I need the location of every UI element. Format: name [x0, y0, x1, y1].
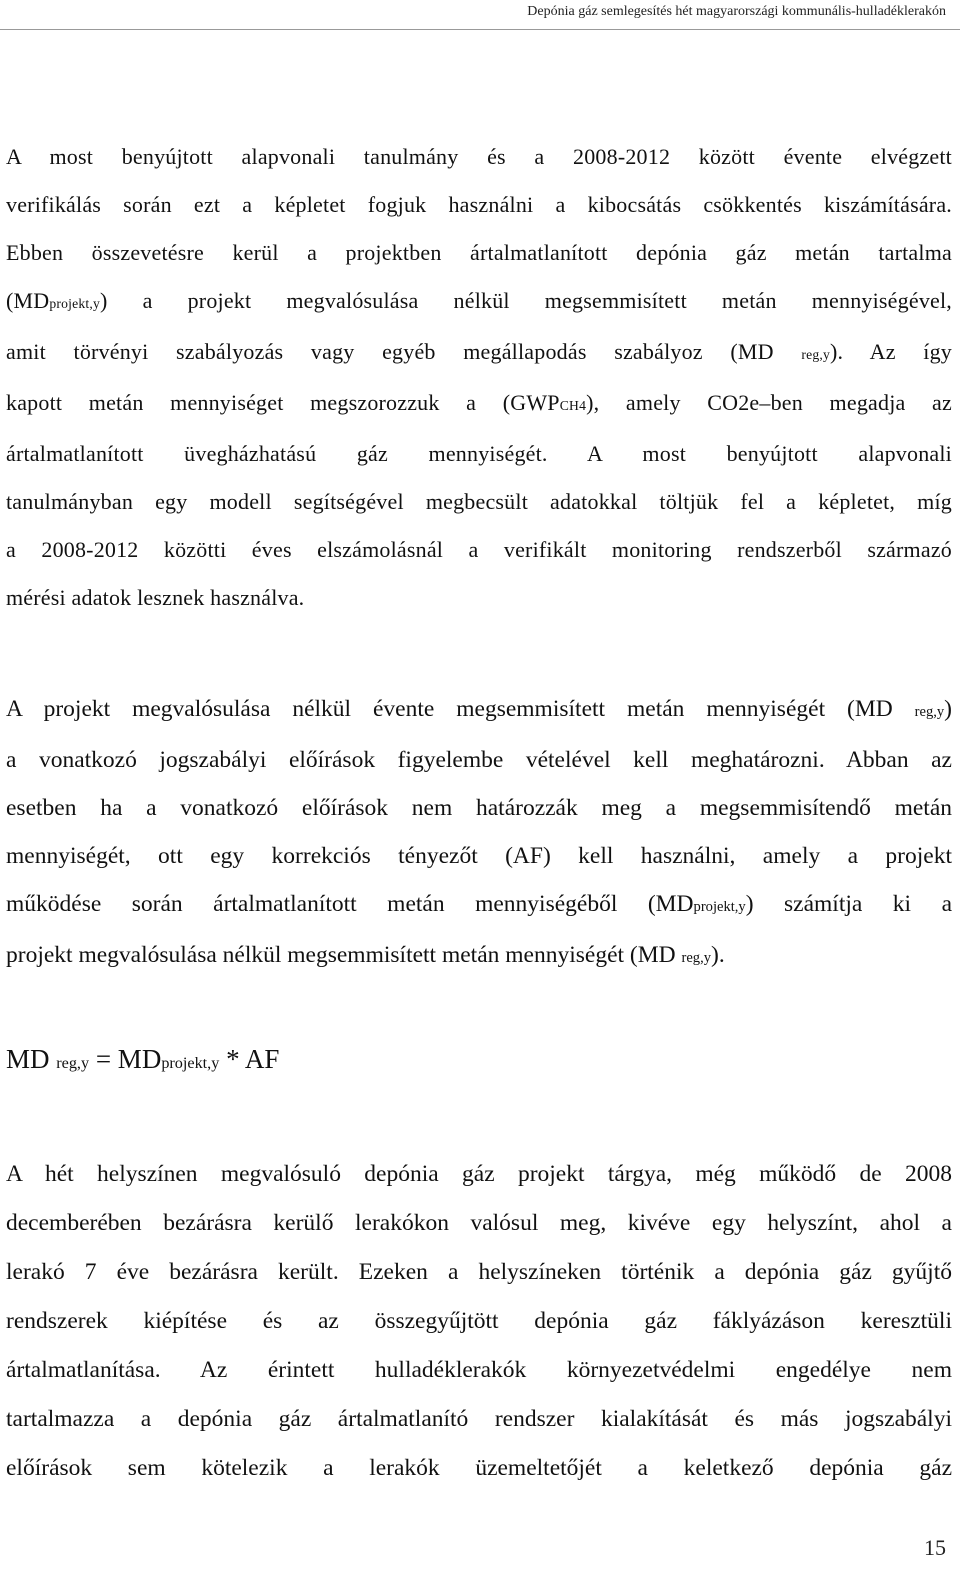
paragraph-line: előírások sem kötelezik a lerakók üzemeltetőjét a keletkező depónia gáz — [6, 1455, 952, 1481]
text-run: kapott metán mennyiséget megszorozzuk a (GWP — [6, 390, 560, 415]
subscript: reg,y — [801, 347, 830, 363]
paragraph-line: ártalmatlanítása. Az érintett hulladéklerakók környezetvédelmi engedélye nem — [6, 1357, 952, 1383]
paragraph-line — [6, 328, 952, 379]
paragraph-line: esetben ha a vonatkozó előírások nem határozzák meg a megsemmisítendő metán — [6, 795, 952, 821]
paragraph-line: A hét helyszínen megvalósuló depónia gáz projekt tárgya, még működő de 2008 — [6, 1161, 952, 1187]
paragraph-line — [6, 880, 952, 931]
text-run: ). Az így — [829, 339, 952, 364]
header-divider — [0, 29, 960, 30]
paragraph-line: rendszerek kiépítése és az összegyűjtött depónia gáz fáklyázáson keresztüli — [6, 1308, 952, 1334]
paragraph-line: ártalmatlanított üvegházhatású gáz mennyiségét. A most benyújtott alapvonali — [6, 441, 952, 466]
text-run: működése során ártalmatlanított metán mennyiségéből (MD — [6, 891, 694, 917]
formula-term: * AF — [219, 1044, 280, 1074]
paragraph-line: tanulmányban egy modell segítségével megbecsült adatokkal töltjük fel a képletet, míg — [6, 489, 952, 514]
running-header: Depónia gáz semlegesítés hét magyarországi kommunális-hulladéklerakón — [527, 4, 946, 19]
text-run: (MD — [6, 288, 50, 313]
paragraph-line — [6, 277, 952, 328]
formula-term: = MD — [89, 1044, 162, 1074]
subscript: projekt,y — [693, 899, 746, 916]
text-run: A projekt megvalósulása nélkül évente megsemmisített metán mennyiségét (MD — [6, 696, 915, 722]
text-run: projekt megvalósulása nélkül megsemmisített metán mennyiségét (MD — [6, 942, 682, 968]
subscript: projekt,y — [49, 296, 101, 312]
text-run: ) a projekt megvalósulása nélkül megsemmisített metán mennyiségével, — [100, 288, 952, 313]
paragraph-line: A most benyújtott alapvonali tanulmány és a 2008-2012 között évente elvégzett — [6, 144, 952, 169]
paragraph-line: Ebben összevetésre kerül a projektben ártalmatlanított depónia gáz metán tartalma — [6, 240, 952, 265]
paragraph-line — [6, 685, 952, 736]
subscript: reg,y — [681, 950, 712, 967]
paragraph-line — [6, 931, 952, 982]
paragraph-1 — [6, 133, 952, 622]
text-run: ), amely CO2e–ben megadja az — [586, 390, 952, 415]
subscript: CH4 — [559, 398, 587, 414]
paragraph-line: mennyiségét, ott egy korrekciós tényezőt (AF) kell használni, amely a projekt — [6, 843, 952, 869]
paragraph-line: lerakó 7 éve bezárásra került. Ezeken a helyszíneken történik a depónia gáz gyűjtő — [6, 1259, 952, 1285]
formula-term: MD — [6, 1044, 57, 1074]
paragraph-line: a 2008-2012 közötti éves elszámolásnál a verifikált monitoring rendszerből származó — [6, 537, 952, 562]
text-run: amit törvényi szabályozás vagy egyéb megállapodás szabályoz (MD — [6, 339, 802, 364]
paragraph-line: mérési adatok lesznek használva. — [6, 585, 305, 610]
paragraph-3 — [6, 1150, 952, 1493]
paragraph-2 — [6, 685, 952, 982]
paragraph-line: a vonatkozó jogszabályi előírások figyelembe vételével kell meghatározni. Abban az — [6, 747, 952, 773]
paragraph-line — [6, 379, 952, 430]
text-run: ) számítja ki a — [745, 891, 952, 917]
text-run: ) — [944, 696, 952, 722]
subscript: reg,y — [914, 704, 945, 721]
subscript: reg,y — [56, 1054, 90, 1073]
formula — [6, 1044, 279, 1075]
text-run: ). — [711, 942, 725, 968]
paragraph-line: decemberében bezárásra kerülő lerakókon valósul meg, kivéve egy helyszínt, ahol a — [6, 1210, 952, 1236]
paragraph-line: verifikálás során ezt a képletet fogjuk használni a kibocsátás csökkentés kiszámítására. — [6, 192, 952, 217]
subscript: projekt,y — [161, 1054, 220, 1073]
page-number: 15 — [924, 1535, 946, 1560]
paragraph-line: tartalmazza a depónia gáz ártalmatlanító rendszer kialakítását és más jogszabályi — [6, 1406, 952, 1432]
